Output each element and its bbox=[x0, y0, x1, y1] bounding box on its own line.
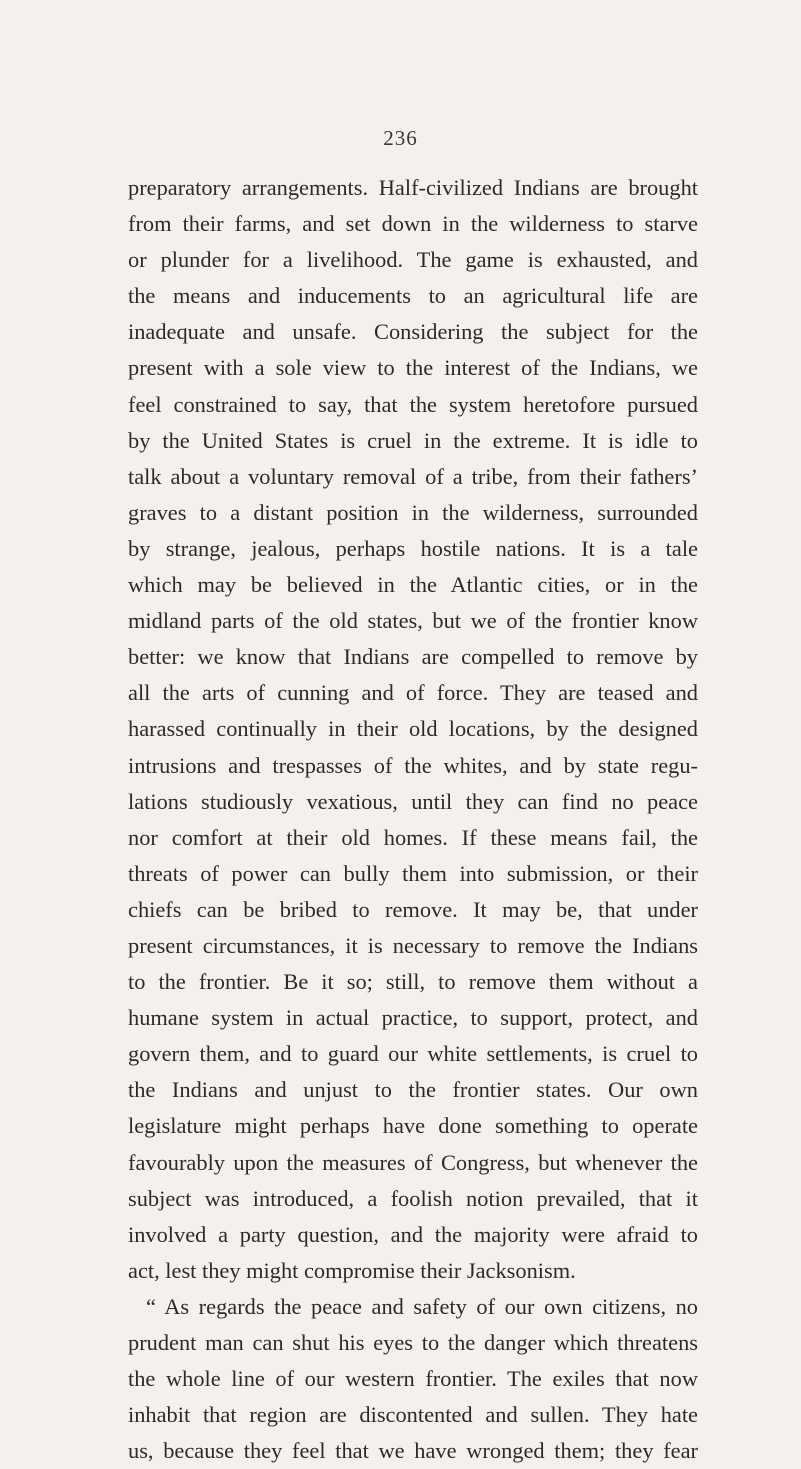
text-line: all the arts of cunning and of force. They are teased and bbox=[128, 680, 698, 706]
text-line: talk about a voluntary removal of a tribe, from their fathers’ bbox=[128, 463, 698, 489]
text-line: legislature might perhaps have done something to operate bbox=[128, 1113, 698, 1139]
text-line: midland parts of the old states, but we of the frontier know bbox=[128, 608, 698, 634]
text-line: better: we know that Indians are compelled to remove by bbox=[128, 644, 698, 670]
text-line: act, lest they might compromise their Jacksonism. bbox=[128, 1257, 576, 1283]
text-line: involved a party question, and the majority were afraid to bbox=[128, 1221, 698, 1247]
text-line: “ As regards the peace and safety of our own citizens, no bbox=[146, 1293, 698, 1319]
text-line: to the frontier. Be it so; still, to remove them without a bbox=[128, 969, 698, 995]
page-number: 236 bbox=[383, 126, 418, 150]
text-line: us, because they feel that we have wronged them; they fear bbox=[128, 1438, 698, 1464]
text-line: govern them, and to guard our white settlements, is cruel to bbox=[128, 1041, 698, 1067]
text-line: or plunder for a livelihood. The game is exhausted, and bbox=[128, 247, 698, 273]
text-line: harassed continually in their old locations, by the designed bbox=[128, 716, 698, 742]
text-line: subject was introduced, a foolish notion prevailed, that it bbox=[128, 1185, 698, 1211]
text-line: the means and inducements to an agricultural life are bbox=[128, 283, 698, 309]
text-line: by strange, jealous, perhaps hostile nations. It is a tale bbox=[128, 535, 698, 561]
text-line: threats of power can bully them into submission, or their bbox=[128, 860, 698, 886]
text-line: present circumstances, it is necessary to remove the Indians bbox=[128, 932, 698, 958]
text-line: preparatory arrangements. Half-civilized Indians are brought bbox=[128, 175, 698, 200]
text-line: the Indians and unjust to the frontier states. Our own bbox=[128, 1077, 698, 1103]
text-line: graves to a distant position in the wilderness, surrounded bbox=[128, 499, 698, 525]
text-line: feel constrained to say, that the system heretofore pursued bbox=[128, 391, 698, 417]
text-line: inadequate and unsafe. Considering the subject for the bbox=[128, 319, 698, 345]
body-text bbox=[128, 170, 698, 1469]
text-line: present with a sole view to the interest of the Indians, we bbox=[128, 355, 698, 381]
text-line: by the United States is cruel in the extreme. It is idle to bbox=[128, 427, 698, 453]
text-line: humane system in actual practice, to support, protect, and bbox=[128, 1005, 698, 1031]
text-line: favourably upon the measures of Congress, but whenever the bbox=[128, 1149, 698, 1175]
text-line: from their farms, and set down in the wilderness to starve bbox=[128, 211, 698, 237]
text-line: the whole line of our western frontier. The exiles that now bbox=[128, 1366, 698, 1392]
text-line: chiefs can be bribed to remove. It may be, that under bbox=[128, 896, 698, 922]
text-line: lations studiously vexatious, until they can find no peace bbox=[128, 788, 698, 814]
text-line: inhabit that region are discontented and sullen. They hate bbox=[128, 1402, 698, 1428]
text-line: intrusions and trespasses of the whites, and by state regu- bbox=[128, 752, 698, 778]
text-line: prudent man can shut his eyes to the danger which threatens bbox=[128, 1330, 698, 1355]
text-line: nor comfort at their old homes. If these means fail, the bbox=[128, 824, 698, 850]
text-line: which may be believed in the Atlantic cities, or in the bbox=[128, 572, 698, 598]
